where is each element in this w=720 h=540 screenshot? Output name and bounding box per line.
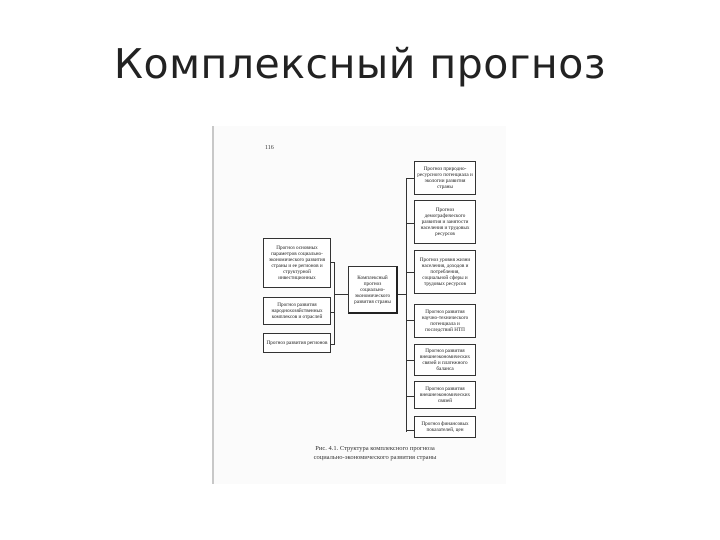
right-branch-3 — [406, 272, 414, 273]
right-box-4: Прогноз развития научно-технического потенциала и последствий НТП — [414, 304, 476, 338]
center-to-right-line — [398, 294, 406, 295]
center-box-complex-forecast: Комплексный прогноз социально-экономического развития страны — [348, 266, 398, 314]
right-branch-6 — [406, 396, 414, 397]
left-to-center-line — [334, 294, 348, 295]
right-box-1: Прогноз природно-ресурсного потенциала и экологии развития страны — [414, 161, 476, 195]
right-box-6: Прогноз развития внешнеэкономических связей — [414, 381, 476, 409]
left-trunk-line — [334, 262, 335, 344]
right-box-7: Прогноз финансовых показателей, цен — [414, 416, 476, 438]
left-box-industry-complexes: Прогноз развития народнохозяйственных комплексов и отраслей — [263, 297, 331, 325]
right-box-2: Прогноз демографического развития и занятости населения и трудовых ресурсов — [414, 200, 476, 244]
right-box-3: Прогноз уровня жизни населения, доходов и потребления, социальной сферы и трудовых ресурсов — [414, 250, 476, 294]
slide-title: Комплексный прогноз — [113, 40, 607, 88]
left-box-main-parameters: Прогноз основных параметров социально-экономического развития страны и ее регионов и структурной инвестиционных — [263, 238, 331, 288]
right-branch-7 — [406, 430, 414, 431]
right-branch-5 — [406, 360, 414, 361]
left-box-regions: Прогноз развития регионов — [263, 333, 331, 353]
right-trunk-line — [406, 178, 407, 432]
right-branch-4 — [406, 320, 414, 321]
page-number: 116 — [265, 145, 274, 151]
figure-caption: Рис. 4.1. Структура комплексного прогноза социально-экономического развития страны — [313, 445, 437, 461]
right-box-5: Прогноз развития внешнеэкономических связей и платежного баланса — [414, 344, 476, 376]
right-branch-1 — [406, 178, 414, 179]
right-branch-2 — [406, 223, 414, 224]
